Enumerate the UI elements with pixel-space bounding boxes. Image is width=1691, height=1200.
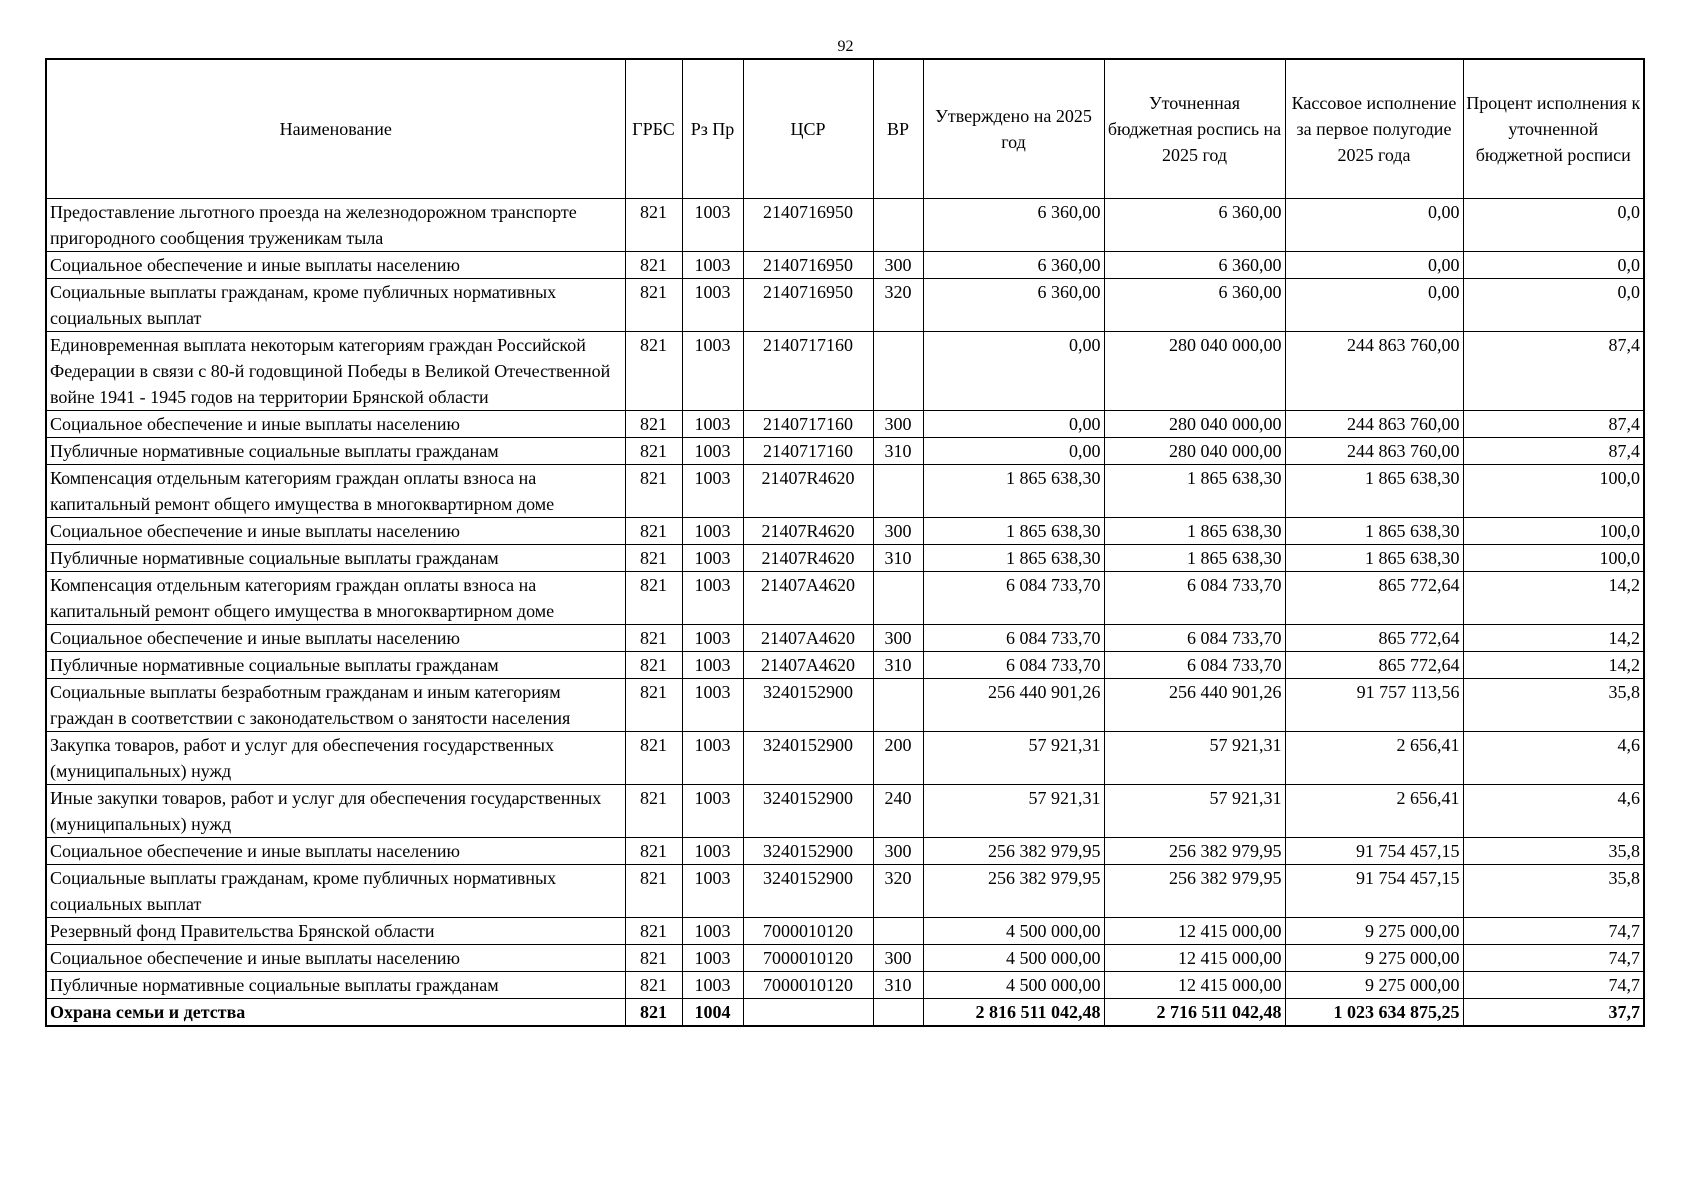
- cell-csr: 21407R4620: [743, 518, 873, 545]
- cell-percent: 87,4: [1463, 411, 1644, 438]
- cell-percent: 0,0: [1463, 252, 1644, 279]
- table-row: [46, 572, 1644, 625]
- cell-name: Социальное обеспечение и иные выплаты населению: [46, 625, 625, 652]
- table-row: [46, 252, 1644, 279]
- cell-grbs: 821: [625, 652, 682, 679]
- cell-vr: [873, 918, 923, 945]
- cell-rzpr: 1003: [682, 545, 743, 572]
- cell-name: Публичные нормативные социальные выплаты гражданам: [46, 652, 625, 679]
- cell-cash: 865 772,64: [1285, 652, 1463, 679]
- cell-csr: 2140717160: [743, 411, 873, 438]
- cell-vr: 310: [873, 438, 923, 465]
- cell-approved: 0,00: [923, 438, 1104, 465]
- header-vr: ВР: [873, 59, 923, 199]
- cell-grbs: 821: [625, 918, 682, 945]
- table-row: [46, 199, 1644, 252]
- cell-csr: 21407R4620: [743, 545, 873, 572]
- cell-vr: 300: [873, 945, 923, 972]
- table-row: [46, 865, 1644, 918]
- cell-grbs: 821: [625, 972, 682, 999]
- cell-name: Иные закупки товаров, работ и услуг для обеспечения государственных (муниципальных) нужд: [46, 785, 625, 838]
- cell-refined: 6 084 733,70: [1104, 625, 1285, 652]
- cell-name: Социальные выплаты безработным гражданам и иным категориям граждан в соответствии с законодательством о занятости населения: [46, 679, 625, 732]
- cell-name: Публичные нормативные социальные выплаты гражданам: [46, 438, 625, 465]
- cell-percent: 14,2: [1463, 652, 1644, 679]
- cell-grbs: 821: [625, 438, 682, 465]
- cell-csr: [743, 999, 873, 1027]
- cell-vr: 300: [873, 518, 923, 545]
- cell-csr: 3240152900: [743, 679, 873, 732]
- table-row: [46, 652, 1644, 679]
- header-approved: Утверждено на 2025 год: [923, 59, 1104, 199]
- cell-grbs: 821: [625, 545, 682, 572]
- cell-percent: 87,4: [1463, 438, 1644, 465]
- cell-approved: 256 440 901,26: [923, 679, 1104, 732]
- cell-rzpr: 1003: [682, 252, 743, 279]
- cell-cash: 244 863 760,00: [1285, 411, 1463, 438]
- cell-vr: 200: [873, 732, 923, 785]
- cell-approved: 6 360,00: [923, 279, 1104, 332]
- cell-approved: 57 921,31: [923, 732, 1104, 785]
- cell-refined: 280 040 000,00: [1104, 332, 1285, 411]
- cell-percent: 35,8: [1463, 679, 1644, 732]
- cell-refined: 57 921,31: [1104, 732, 1285, 785]
- cell-approved: 0,00: [923, 411, 1104, 438]
- table-row: [46, 438, 1644, 465]
- cell-refined: 256 382 979,95: [1104, 865, 1285, 918]
- table-header-row: [46, 59, 1644, 199]
- cell-grbs: 821: [625, 679, 682, 732]
- cell-approved: 6 084 733,70: [923, 625, 1104, 652]
- cell-refined: 6 084 733,70: [1104, 572, 1285, 625]
- cell-csr: 3240152900: [743, 785, 873, 838]
- cell-cash: 2 656,41: [1285, 732, 1463, 785]
- cell-percent: 4,6: [1463, 785, 1644, 838]
- header-refined: Уточненная бюджетная роспись на 2025 год: [1104, 59, 1285, 199]
- cell-csr: 3240152900: [743, 732, 873, 785]
- cell-rzpr: 1003: [682, 199, 743, 252]
- header-percent: Процент исполнения к уточненной бюджетной росписи: [1463, 59, 1644, 199]
- cell-cash: 1 865 638,30: [1285, 545, 1463, 572]
- cell-name: Компенсация отдельным категориям граждан оплаты взноса на капитальный ремонт общего имущества в многоквартирном доме: [46, 465, 625, 518]
- header-grbs: ГРБС: [625, 59, 682, 199]
- cell-cash: 244 863 760,00: [1285, 332, 1463, 411]
- cell-name: Предоставление льготного проезда на железнодорожном транспорте пригородного сообщения труженикам тыла: [46, 199, 625, 252]
- cell-csr: 21407A4620: [743, 652, 873, 679]
- budget-execution-table: [45, 58, 1645, 1027]
- cell-csr: 7000010120: [743, 918, 873, 945]
- cell-refined: 6 360,00: [1104, 252, 1285, 279]
- cell-vr: 300: [873, 625, 923, 652]
- cell-approved: 4 500 000,00: [923, 945, 1104, 972]
- table-row: [46, 332, 1644, 411]
- cell-cash: 1 865 638,30: [1285, 465, 1463, 518]
- cell-vr: 240: [873, 785, 923, 838]
- cell-grbs: 821: [625, 572, 682, 625]
- cell-csr: 3240152900: [743, 865, 873, 918]
- cell-cash: 9 275 000,00: [1285, 945, 1463, 972]
- cell-percent: 37,7: [1463, 999, 1644, 1027]
- cell-approved: 1 865 638,30: [923, 545, 1104, 572]
- cell-rzpr: 1003: [682, 838, 743, 865]
- cell-cash: 9 275 000,00: [1285, 918, 1463, 945]
- cell-cash: 0,00: [1285, 252, 1463, 279]
- cell-percent: 74,7: [1463, 945, 1644, 972]
- cell-vr: [873, 332, 923, 411]
- cell-approved: 57 921,31: [923, 785, 1104, 838]
- cell-vr: 300: [873, 252, 923, 279]
- table-row: [46, 918, 1644, 945]
- cell-approved: 6 084 733,70: [923, 572, 1104, 625]
- cell-refined: 6 360,00: [1104, 279, 1285, 332]
- cell-cash: 865 772,64: [1285, 572, 1463, 625]
- cell-approved: 1 865 638,30: [923, 518, 1104, 545]
- cell-name: Социальное обеспечение и иные выплаты населению: [46, 838, 625, 865]
- cell-vr: 310: [873, 972, 923, 999]
- header-name: Наименование: [46, 59, 625, 199]
- table-row: [46, 279, 1644, 332]
- cell-csr: 2140716950: [743, 252, 873, 279]
- cell-rzpr: 1003: [682, 572, 743, 625]
- cell-rzpr: 1003: [682, 411, 743, 438]
- cell-grbs: 821: [625, 838, 682, 865]
- cell-refined: 12 415 000,00: [1104, 945, 1285, 972]
- cell-refined: 280 040 000,00: [1104, 438, 1285, 465]
- cell-grbs: 821: [625, 332, 682, 411]
- cell-cash: 91 757 113,56: [1285, 679, 1463, 732]
- table-row: [46, 999, 1644, 1027]
- cell-grbs: 821: [625, 465, 682, 518]
- cell-vr: [873, 199, 923, 252]
- cell-csr: 3240152900: [743, 838, 873, 865]
- cell-rzpr: 1003: [682, 679, 743, 732]
- cell-vr: 320: [873, 279, 923, 332]
- cell-name: Публичные нормативные социальные выплаты гражданам: [46, 545, 625, 572]
- table-row: [46, 679, 1644, 732]
- cell-grbs: 821: [625, 785, 682, 838]
- cell-vr: 300: [873, 838, 923, 865]
- cell-grbs: 821: [625, 625, 682, 652]
- cell-grbs: 821: [625, 252, 682, 279]
- cell-cash: 0,00: [1285, 279, 1463, 332]
- table-row: [46, 838, 1644, 865]
- cell-rzpr: 1003: [682, 945, 743, 972]
- cell-vr: 300: [873, 411, 923, 438]
- cell-name: Социальное обеспечение и иные выплаты населению: [46, 252, 625, 279]
- cell-csr: 2140717160: [743, 438, 873, 465]
- cell-name: Охрана семьи и детства: [46, 999, 625, 1027]
- cell-percent: 74,7: [1463, 918, 1644, 945]
- cell-cash: 0,00: [1285, 199, 1463, 252]
- cell-refined: 1 865 638,30: [1104, 545, 1285, 572]
- cell-approved: 0,00: [923, 332, 1104, 411]
- cell-approved: 4 500 000,00: [923, 918, 1104, 945]
- cell-name: Социальное обеспечение и иные выплаты населению: [46, 518, 625, 545]
- cell-percent: 14,2: [1463, 572, 1644, 625]
- cell-grbs: 821: [625, 199, 682, 252]
- cell-approved: 2 816 511 042,48: [923, 999, 1104, 1027]
- header-rzpr: Рз Пр: [682, 59, 743, 199]
- cell-rzpr: 1003: [682, 732, 743, 785]
- cell-approved: 6 360,00: [923, 199, 1104, 252]
- cell-refined: 2 716 511 042,48: [1104, 999, 1285, 1027]
- cell-vr: [873, 999, 923, 1027]
- cell-refined: 12 415 000,00: [1104, 972, 1285, 999]
- cell-rzpr: 1003: [682, 438, 743, 465]
- cell-cash: 91 754 457,15: [1285, 865, 1463, 918]
- cell-approved: 1 865 638,30: [923, 465, 1104, 518]
- cell-rzpr: 1003: [682, 518, 743, 545]
- cell-name: Социальные выплаты гражданам, кроме публичных нормативных социальных выплат: [46, 279, 625, 332]
- cell-refined: 6 360,00: [1104, 199, 1285, 252]
- cell-vr: 310: [873, 545, 923, 572]
- cell-grbs: 821: [625, 999, 682, 1027]
- table-row: [46, 625, 1644, 652]
- header-cash: Кассовое исполнение за первое полугодие 2025 года: [1285, 59, 1463, 199]
- cell-rzpr: 1003: [682, 865, 743, 918]
- page-number: 92: [837, 38, 854, 55]
- cell-grbs: 821: [625, 865, 682, 918]
- cell-name: Компенсация отдельным категориям граждан оплаты взноса на капитальный ремонт общего имущества в многоквартирном доме: [46, 572, 625, 625]
- cell-vr: [873, 679, 923, 732]
- cell-csr: 21407R4620: [743, 465, 873, 518]
- cell-percent: 100,0: [1463, 518, 1644, 545]
- cell-name: Резервный фонд Правительства Брянской области: [46, 918, 625, 945]
- table-row: [46, 732, 1644, 785]
- cell-cash: 9 275 000,00: [1285, 972, 1463, 999]
- cell-cash: 1 023 634 875,25: [1285, 999, 1463, 1027]
- cell-rzpr: 1003: [682, 465, 743, 518]
- cell-refined: 6 084 733,70: [1104, 652, 1285, 679]
- cell-rzpr: 1003: [682, 332, 743, 411]
- cell-refined: 256 382 979,95: [1104, 838, 1285, 865]
- cell-cash: 244 863 760,00: [1285, 438, 1463, 465]
- cell-name: Закупка товаров, работ и услуг для обеспечения государственных (муниципальных) нужд: [46, 732, 625, 785]
- cell-refined: 280 040 000,00: [1104, 411, 1285, 438]
- table-row: [46, 972, 1644, 999]
- cell-csr: 21407A4620: [743, 572, 873, 625]
- cell-approved: 6 360,00: [923, 252, 1104, 279]
- cell-rzpr: 1003: [682, 972, 743, 999]
- table-body: [46, 199, 1644, 1027]
- cell-refined: 256 440 901,26: [1104, 679, 1285, 732]
- cell-rzpr: 1003: [682, 652, 743, 679]
- cell-refined: 1 865 638,30: [1104, 465, 1285, 518]
- cell-approved: 256 382 979,95: [923, 838, 1104, 865]
- cell-approved: 256 382 979,95: [923, 865, 1104, 918]
- cell-percent: 87,4: [1463, 332, 1644, 411]
- table-row: [46, 545, 1644, 572]
- cell-grbs: 821: [625, 732, 682, 785]
- cell-cash: 91 754 457,15: [1285, 838, 1463, 865]
- cell-percent: 0,0: [1463, 199, 1644, 252]
- cell-vr: 320: [873, 865, 923, 918]
- cell-csr: 7000010120: [743, 972, 873, 999]
- cell-csr: 21407A4620: [743, 625, 873, 652]
- cell-percent: 14,2: [1463, 625, 1644, 652]
- cell-name: Социальные выплаты гражданам, кроме публичных нормативных социальных выплат: [46, 865, 625, 918]
- cell-vr: [873, 465, 923, 518]
- cell-cash: 1 865 638,30: [1285, 518, 1463, 545]
- cell-grbs: 821: [625, 518, 682, 545]
- cell-rzpr: 1003: [682, 918, 743, 945]
- cell-rzpr: 1004: [682, 999, 743, 1027]
- cell-grbs: 821: [625, 411, 682, 438]
- cell-vr: [873, 572, 923, 625]
- cell-csr: 7000010120: [743, 945, 873, 972]
- table-row: [46, 785, 1644, 838]
- table-row: [46, 518, 1644, 545]
- cell-name: Социальное обеспечение и иные выплаты населению: [46, 411, 625, 438]
- table-row: [46, 465, 1644, 518]
- table-row: [46, 945, 1644, 972]
- cell-percent: 74,7: [1463, 972, 1644, 999]
- cell-csr: 2140717160: [743, 332, 873, 411]
- cell-approved: 6 084 733,70: [923, 652, 1104, 679]
- cell-percent: 0,0: [1463, 279, 1644, 332]
- cell-percent: 100,0: [1463, 465, 1644, 518]
- header-csr: ЦСР: [743, 59, 873, 199]
- cell-name: Единовременная выплата некоторым категориям граждан Российской Федерации в связи с 80-й годовщиной Победы в Великой Отечественной войне 1941 - 1945 годов на территории Брянской области: [46, 332, 625, 411]
- cell-cash: 2 656,41: [1285, 785, 1463, 838]
- cell-rzpr: 1003: [682, 279, 743, 332]
- cell-approved: 4 500 000,00: [923, 972, 1104, 999]
- cell-cash: 865 772,64: [1285, 625, 1463, 652]
- cell-percent: 100,0: [1463, 545, 1644, 572]
- cell-refined: 1 865 638,30: [1104, 518, 1285, 545]
- cell-refined: 57 921,31: [1104, 785, 1285, 838]
- cell-grbs: 821: [625, 279, 682, 332]
- table-row: [46, 411, 1644, 438]
- cell-csr: 2140716950: [743, 199, 873, 252]
- cell-vr: 310: [873, 652, 923, 679]
- cell-percent: 35,8: [1463, 865, 1644, 918]
- cell-rzpr: 1003: [682, 625, 743, 652]
- cell-name: Публичные нормативные социальные выплаты гражданам: [46, 972, 625, 999]
- cell-grbs: 821: [625, 945, 682, 972]
- cell-percent: 35,8: [1463, 838, 1644, 865]
- cell-name: Социальное обеспечение и иные выплаты населению: [46, 945, 625, 972]
- cell-percent: 4,6: [1463, 732, 1644, 785]
- cell-refined: 12 415 000,00: [1104, 918, 1285, 945]
- cell-csr: 2140716950: [743, 279, 873, 332]
- cell-rzpr: 1003: [682, 785, 743, 838]
